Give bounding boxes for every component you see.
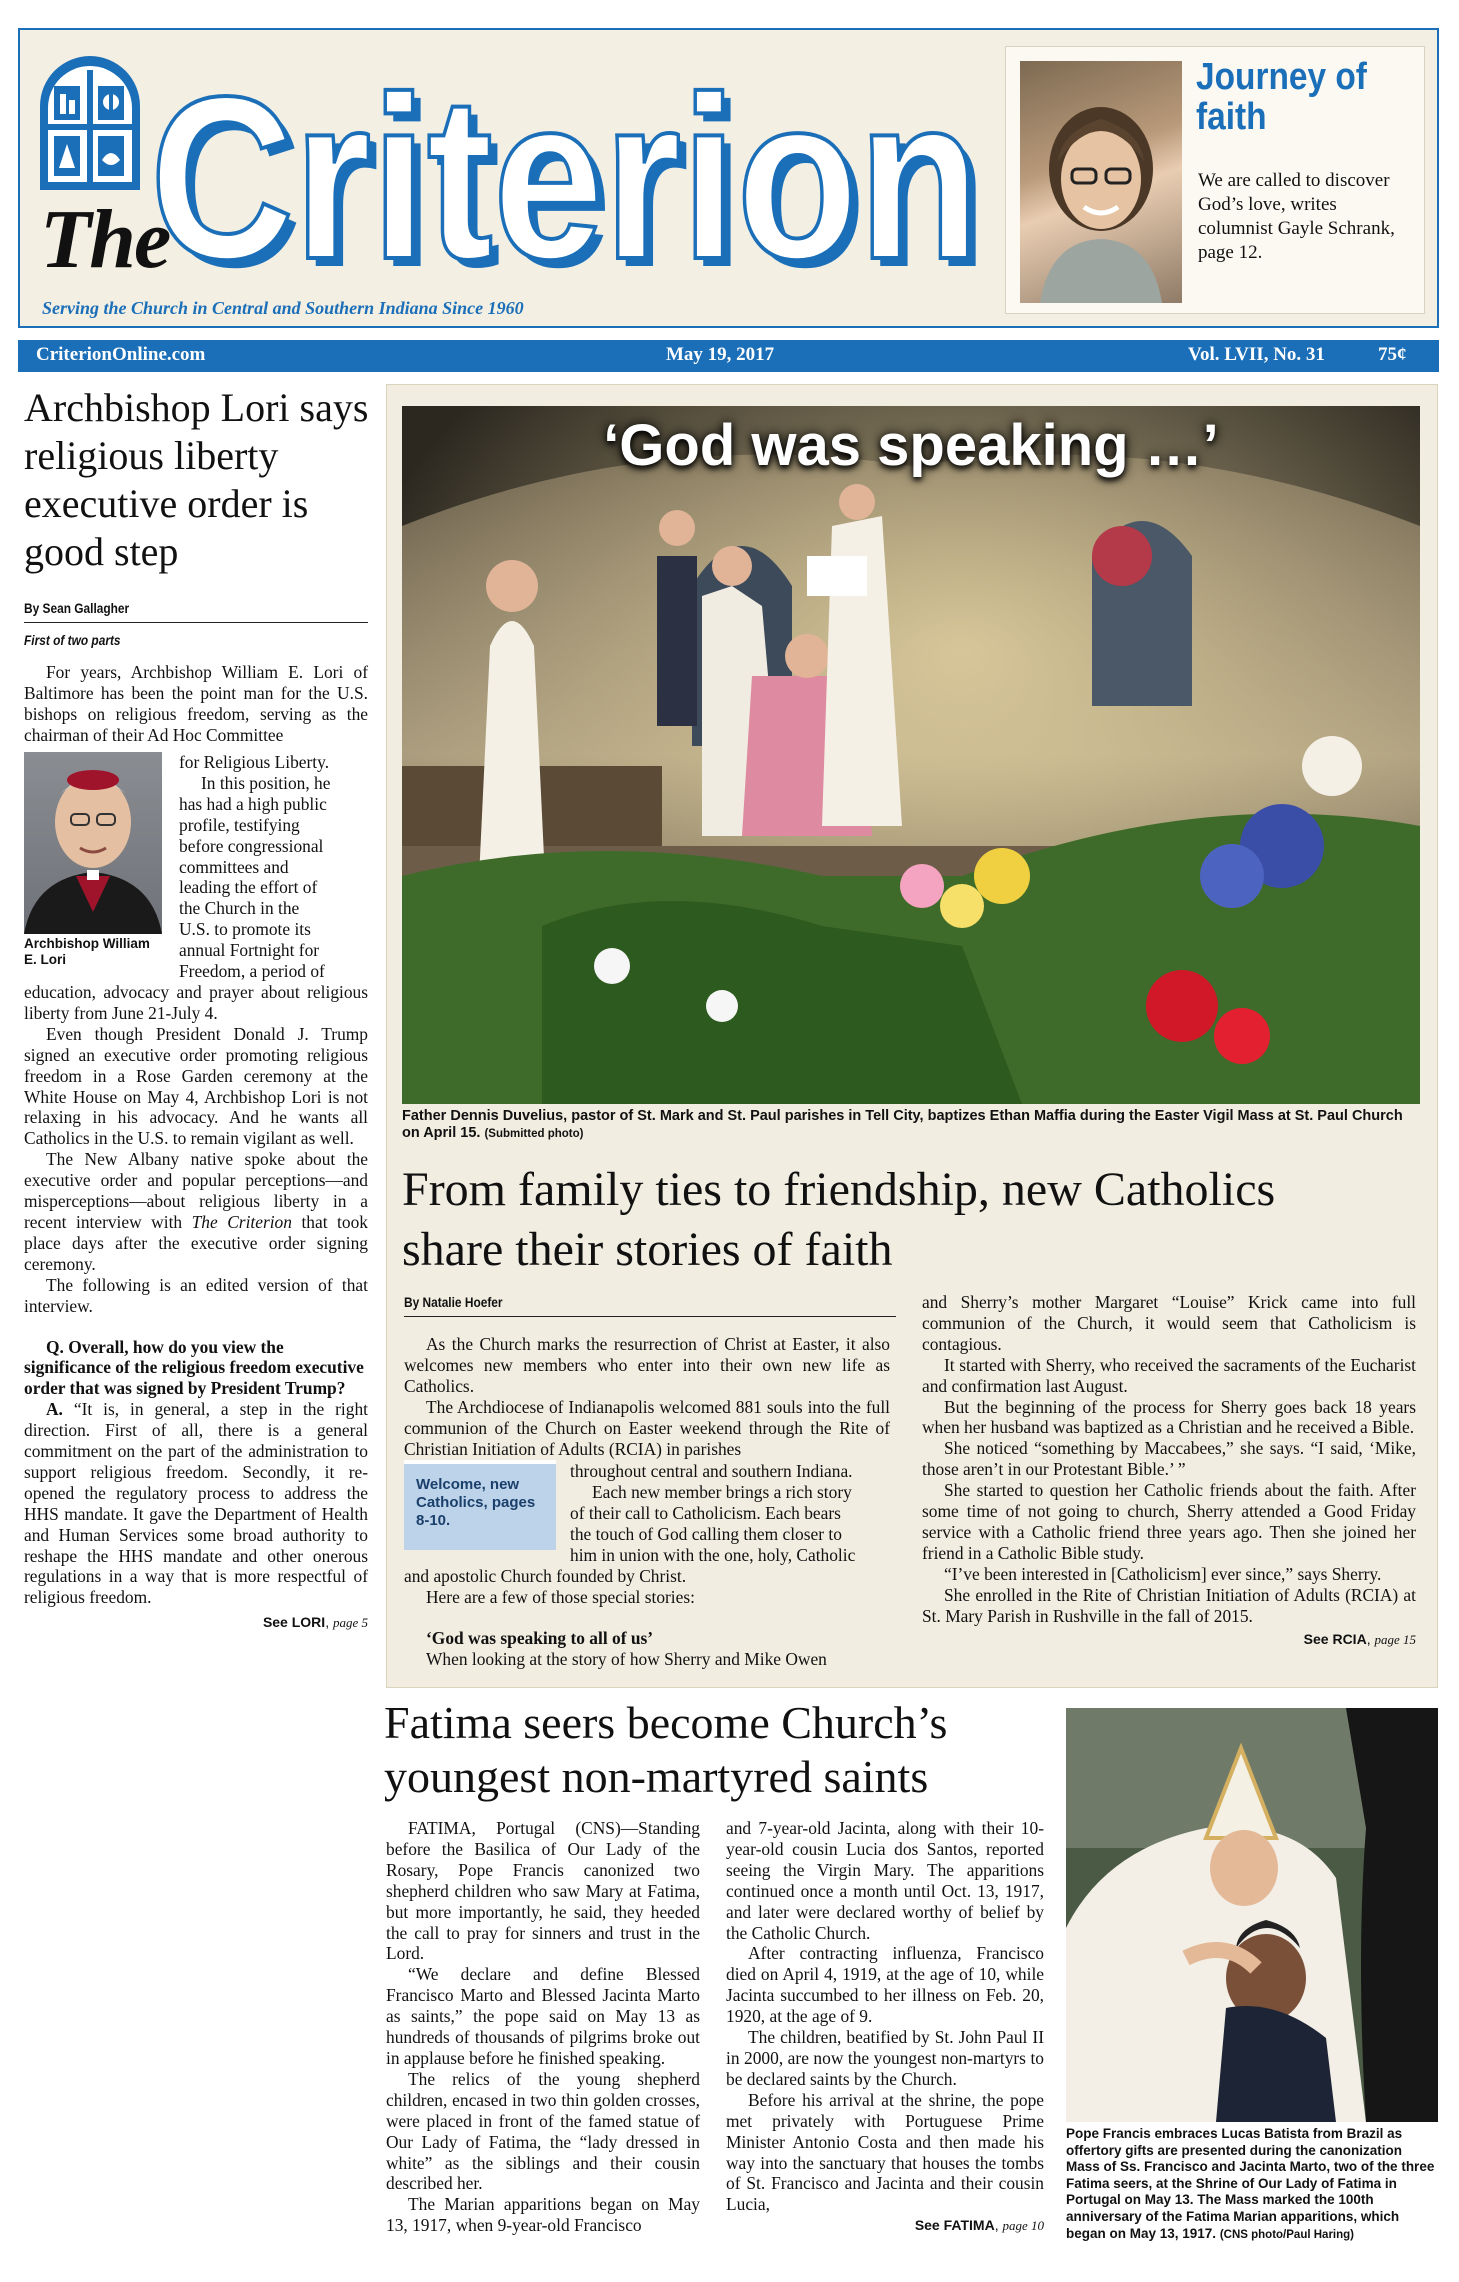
wrap-line: leading the effort of [179, 877, 318, 898]
feature-col2-paragraph-3: But the beginning of the process for Sherry goes back 18 years when her husband was baptized as a Christian and he received a Bible. [922, 1396, 1416, 1438]
wrap-line: U.S. to promote its [179, 919, 311, 940]
masthead-the: The [40, 193, 170, 286]
feature-paragraph-1: As the Church marks the resurrection of Christ at Easter, it also welcomes new members who enter into their own new life as Catholics. [404, 1334, 890, 1396]
feature-byline-rule [404, 1316, 896, 1317]
wrap-line: before congressional [179, 835, 324, 856]
issue-date: May 19, 2017 [666, 344, 775, 365]
lori-paragraph-1-bottom: education, advocacy and prayer about religious liberty from June 21-July 4. [24, 982, 368, 1023]
photo-headline: ‘God was speaking …’ [603, 413, 1219, 478]
easter-vigil-photo [402, 406, 1420, 1104]
feature-headline[interactable]: From family ties to friendship, new Catholics share their stories of faith [402, 1163, 1276, 1276]
feature-byline: By Natalie Hoefer [404, 1294, 503, 1310]
feature-paragraph-2: The Archdiocese of Indianapolis welcomed 881 souls into the full communion of the Church on Easter weekend through the Rite of Christian Initiation of Adults (RCIA) in parishes [404, 1396, 890, 1459]
lori-photo [24, 752, 162, 934]
feature-col2-paragraph-4: She noticed “something by Maccabees,” she says. “I said, ‘Mike, those aren’t in our Protestant Bible.’ ” [922, 1438, 1416, 1480]
columnist-photo [1020, 61, 1182, 303]
lori-question: Q. Overall, how do you view the significance of the religious freedom executive order that was signed by President Trump? [24, 1336, 364, 1399]
fatima-paragraph-1: FATIMA, Portugal (CNS)—Standing before the Basilica of Our Lady of the Rosary, Pope Francis canonized two shepherd children who saw Mary at Fatima, but more importantly, he said, they heeded the call to pray for sinners and trust in the Lord. [386, 1818, 700, 1964]
masthead-title [150, 40, 1010, 290]
fatima-col2-paragraph-3: The children, beatified by St. John Paul II in 2000, are now the youngest non-martyrs to be declared saints by the Church. [726, 2027, 1044, 2089]
website-link[interactable]: CriterionOnline.com [36, 344, 206, 365]
svg-text:Criterion: Criterion [158, 57, 988, 290]
fatima-paragraph-4: The Marian apparitions began on May 13, 1917, when 9-year-old Francisco [386, 2194, 700, 2236]
feature-paragraph-4: Here are a few of those special stories: [426, 1586, 695, 1607]
masthead-tagline: Serving the Church in Central and Southern Indiana Since 1960 [42, 298, 524, 318]
wrap-line: the touch of God calling them closer to [570, 1523, 842, 1544]
lori-see-jump[interactable]: See LORI, page 5 [262, 1614, 368, 1631]
fatima-col2-paragraph-2: After contracting influenza, Francisco died on April 4, 1919, at the age of 10, while Jacinta succumbed to her illness on Feb. 20, 1920, at the age of 9. [726, 1943, 1044, 2027]
feature-column-1-lower [404, 1566, 890, 1670]
feature-col2-paragraph-7: She enrolled in the Rite of Christian Initiation of Adults (RCIA) at St. Mary Parish in Rushville in the fall of 2015. [922, 1584, 1416, 1626]
feature-column-2 [922, 1292, 1416, 1648]
fatima-column-1 [386, 1818, 700, 2236]
wrap-line: him in union with the one, holy, Catholic [570, 1544, 856, 1565]
feature-col2-paragraph-6: “I’ve been interested in [Catholicism] ever since,” says Sherry. [944, 1563, 1382, 1584]
feature-column-1 [404, 1334, 890, 1459]
feature-subhead: ‘God was speaking to all of us’ [426, 1627, 654, 1648]
lori-story [24, 662, 368, 746]
lori-photo-caption: Archbishop William E. Lori [24, 936, 150, 967]
lori-story-lower [24, 982, 368, 1631]
wrap-line: has had a high public [179, 793, 327, 814]
feature-paragraph-3-end: and apostolic Church founded by Christ. [404, 1566, 687, 1586]
feature-col2-paragraph-5: She started to question her Catholic friends about the faith. After some time of not going to church, Sherry attended a Good Friday service with a Catholic friend three years ago. Then she joined her friend in a Catholic Bible study. [922, 1480, 1416, 1563]
pope-photo-caption: Pope Francis embraces Lucas Batista from Brazil as offertory gifts are presented during the canonization Mass of Ss. Francisco and Jacinta Marto, two of the three Fatima seers, at the Shrine of Our Lady of Fatima in Portugal on May 13. The Mass marked the 100th anniversary of the Fatima Marian apparitions, which began on May 13, 1917. (CNS photo/Paul Haring) [1066, 2126, 1435, 2241]
lori-series-label: First of two parts [24, 632, 121, 648]
lori-headline[interactable]: Archbishop Lori says religious liberty executive order is good step [24, 385, 369, 574]
lori-paragraph-4: The following is an edited version of that interview. [24, 1274, 368, 1316]
lori-paragraph-3: The New Albany native spoke about the executive order and popular perceptions—and misperceptions—about religious liberty in a recent interview with The Criterion that took place days after the executive order signing ceremony. [24, 1149, 368, 1274]
lori-answer: A. “It is, in general, a step in the right direction. First of all, there is a general commitment on the part of the administration to support religious freedom. Secondly, it re-opened the regulatory process to address the HHS mandate. It gave the Department of Health and Human Services some broad authority to reshape the HHS mandate and other onerous regulations in a way that is more respectful of religious freedom. [24, 1399, 368, 1608]
wrap-line: of their call to Catholicism. Each bears [570, 1502, 841, 1523]
fatima-col2-paragraph-1: and 7-year-old Jacinta, along with their 10-year-old cousin Lucia dos Santos, reported seeing the Virgin Mary. The apparitions continued once a month until Oct. 13, 1917, and later were declared worthy of belief by the Catholic Church. [726, 1818, 1044, 1943]
fatima-col2-paragraph-4: Before his arrival at the shrine, the pope met privately with Portuguese Prime Minister Antonio Costa and then made his way into the sanctuary that houses the tombs of St. Francisco and Jacinta and their cousin Lucia, [726, 2089, 1044, 2215]
fatima-column-2 [726, 1818, 1044, 2234]
issue-volume: Vol. LVII, No. 31 [1188, 344, 1325, 365]
lori-paragraph-2: Even though President Donald J. Trump signed an executive order promoting religious freedom in a Rose Garden ceremony at the White House on May 4, Archbishop Lori is not relaxing in his advocacy. And he wants all Catholics in the U.S. to remain vigilant as well. [24, 1023, 368, 1149]
issue-price: 75¢ [1378, 344, 1407, 365]
wrap-line: Freedom, a period of [179, 961, 325, 982]
promo-title: Journey of faith [1196, 56, 1367, 138]
wrap-line: for Religious Liberty. [179, 752, 330, 772]
wrap-line: throughout central and southern Indiana. [570, 1461, 853, 1481]
fatima-paragraph-3: The relics of the young shepherd children, encased in two thin golden crosses, were placed in front of the famed statue of Our Lady of Fatima, the “lady dressed in white” as the siblings and their cousin described her. [386, 2068, 700, 2194]
lori-paragraph-1-top: For years, Archbishop William E. Lori of Baltimore has been the point man for the U.S. bishops on religious freedom, serving as the chairman of their Ad Hoc Committee [24, 662, 368, 745]
lori-byline: By Sean Gallagher [24, 600, 130, 616]
feature-wrap-column [570, 1461, 890, 1566]
dateline-bar [18, 340, 1439, 372]
wrap-line: the Church in the [179, 898, 300, 919]
feature-paragraph-5: When looking at the story of how Sherry and Mike Owen [426, 1648, 827, 1669]
promo-box[interactable] [1005, 46, 1425, 314]
feature-col2-paragraph-1: and Sherry’s mother Margaret “Louise” Krick came into full communion of the Church, it would seem that Catholicism is contagious. [922, 1292, 1416, 1354]
lori-byline-rule [24, 622, 368, 623]
pope-francis-photo [1066, 1708, 1438, 2122]
welcome-sidebar[interactable] [404, 1460, 556, 1550]
fatima-paragraph-2: “We declare and define Blessed Francisco Marto and Blessed Jacinta Marto as saints,” the pope said on May 13 as hundreds of thousands of pilgrims broke out in applause before he finished speaking. [386, 1964, 700, 2068]
wrap-line: Each new member brings a rich story [592, 1481, 852, 1502]
wrap-line: In this position, he [201, 772, 331, 793]
wrap-line: profile, testifying [179, 814, 300, 835]
fatima-see-jump[interactable]: See FATIMA, page 10 [914, 2217, 1044, 2234]
feature-col2-paragraph-2: It started with Sherry, who received the sacraments of the Eucharist and confirmation last August. [922, 1354, 1416, 1396]
welcome-sidebar-text: Welcome, new Catholics, pages 8-10. [416, 1476, 536, 1529]
promo-text: We are called to discover God’s love, writes columnist Gayle Schrank, page 12. [1198, 170, 1395, 263]
lori-wrap-column [179, 752, 368, 982]
easter-photo-caption: Father Dennis Duvelius, pastor of St. Mark and St. Paul parishes in Tell City, baptizes Ethan Maffia during the Easter Vigil Mass at St. Paul Church on April 15. (Submitted photo) [402, 1108, 1403, 1141]
svg-text:Criterion: Criterion [150, 49, 980, 290]
fatima-headline[interactable]: Fatima seers become Church’s youngest non-martyred saints [384, 1697, 948, 1802]
rcia-see-jump[interactable]: See RCIA, page 15 [1303, 1630, 1416, 1647]
archdiocese-window-logo-icon [36, 56, 144, 194]
wrap-line: committees and [179, 856, 289, 877]
wrap-line: annual Fortnight for [179, 940, 320, 961]
